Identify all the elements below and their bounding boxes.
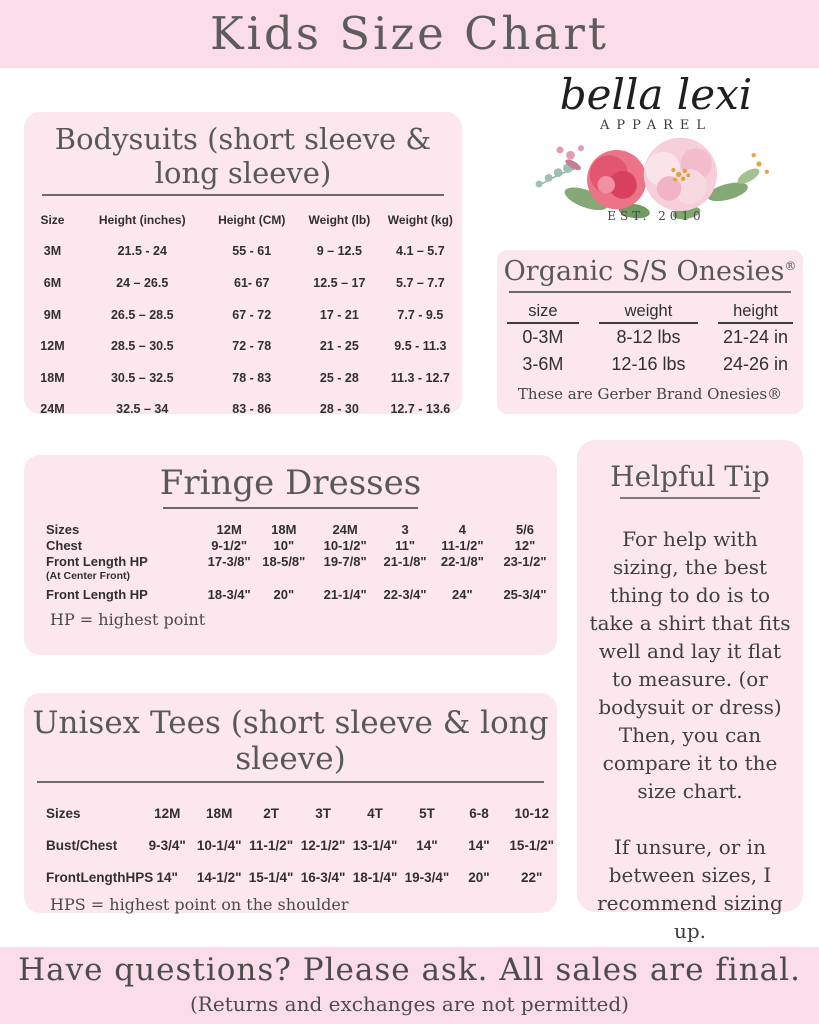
table-cell: 21-24 in	[723, 327, 789, 347]
table-cell: 10-1/4"	[196, 837, 242, 853]
table-cell: 10-1/2"	[323, 537, 367, 553]
table-cell: 17-3/8"	[207, 553, 251, 569]
table-cell: 22-3/4"	[383, 586, 427, 602]
table-row	[24, 236, 462, 268]
table-cell: 7.7 - 9.5	[397, 307, 444, 322]
table-cell: 18-1/4"	[352, 869, 398, 885]
title-underline	[163, 507, 419, 509]
unisex-tees-card	[24, 693, 557, 913]
table-cell: 15-1/4"	[248, 869, 294, 885]
fringe-title: Fringe Dresses	[159, 463, 422, 503]
table-cell: 18M	[271, 521, 297, 537]
table-row	[24, 362, 462, 394]
table-cell: 24-26 in	[723, 354, 789, 374]
table-cell: 11-1/2"	[441, 537, 484, 553]
table-cell: 55 - 61	[232, 244, 272, 259]
table-row	[24, 394, 462, 426]
bodysuits-card	[24, 112, 462, 417]
table-cell: 28.5 – 30.5	[110, 339, 174, 354]
table-cell: (At Center Front)	[46, 570, 130, 582]
table-cell: 11"	[395, 537, 416, 553]
table-cell: 6-8	[469, 805, 489, 821]
unisex-title: Unisex Tees (short sleeve & long sleeve)	[32, 705, 549, 777]
table-cell: 11.3 - 12.7	[390, 370, 450, 385]
table-cell: weight	[599, 301, 698, 324]
fringe-dresses-card	[24, 455, 557, 655]
table-row	[24, 569, 557, 583]
table-cell: 21 - 25	[319, 339, 359, 354]
table-cell: 23-1/2"	[503, 553, 547, 569]
tip-paragraph-1: For help with sizing, the best thing to do is to take a shirt that fits well and lay it flat to measure. (or bodysuit or dress) Then, you can compare it to the size chart.	[589, 527, 791, 803]
title-underline	[42, 194, 445, 196]
table-cell: 12-1/2"	[300, 837, 346, 853]
table-cell: 32.5 – 34	[116, 402, 169, 417]
table-cell: Chest	[46, 537, 83, 553]
logo-established-text: EST. 2010	[607, 209, 705, 223]
table-cell: 5/6	[515, 521, 535, 537]
organic-note: These are Gerber Brand Onesies®	[517, 385, 783, 403]
table-cell: 18-3/4"	[207, 586, 251, 602]
table-cell: 30.5 – 32.5	[110, 370, 174, 385]
table-cell: 14"	[156, 869, 178, 885]
table-cell: 21-1/8"	[383, 553, 427, 569]
table-cell: Sizes	[46, 521, 80, 537]
table-cell: 78 - 83	[232, 370, 272, 385]
table-row	[24, 829, 557, 861]
table-row	[24, 521, 557, 537]
helpful-tip-card	[577, 440, 803, 943]
table-cell: 25 - 28	[319, 370, 359, 385]
table-cell: 12M	[40, 339, 65, 354]
table-cell: 14"	[416, 837, 438, 853]
table-row	[24, 553, 557, 569]
title-underline	[620, 497, 760, 499]
table-cell: 4	[458, 521, 466, 537]
table-cell: 25-3/4"	[503, 586, 547, 602]
table-cell: 61- 67	[234, 275, 270, 290]
page-title: Kids Size Chart	[210, 7, 609, 60]
table-cell: 26.5 – 28.5	[110, 307, 174, 322]
table-cell: 14"	[468, 837, 490, 853]
table-row	[24, 861, 557, 893]
table-cell: 9M	[43, 307, 62, 322]
bodysuits-title: Bodysuits (short sleeve & long sleeve)	[54, 122, 432, 190]
table-cell: FrontLengthHPS	[46, 869, 154, 885]
table-cell: 22"	[520, 869, 543, 885]
table-cell: 24 – 26.5	[116, 275, 169, 290]
footer-banner	[0, 947, 819, 1024]
table-cell: 10"	[273, 537, 295, 553]
table-cell: 12M	[154, 805, 181, 821]
table-cell: 16-3/4"	[300, 869, 346, 885]
table-cell: 18M	[40, 370, 65, 385]
table-cell: 14-1/2"	[196, 869, 242, 885]
tip-paragraph-2: If unsure, or in between sizes, I recommend sizing up.	[597, 835, 783, 943]
brand-logo	[500, 70, 812, 223]
table-cell: Size	[40, 212, 65, 227]
table-cell: 18-5/8"	[262, 553, 306, 569]
title-underline	[509, 291, 791, 293]
table-cell: 17 - 21	[319, 307, 359, 322]
table-cell: 21-1/4"	[323, 586, 367, 602]
organic-onesies-card	[497, 250, 803, 414]
table-cell: 24M	[40, 402, 65, 417]
table-cell: 3	[401, 521, 409, 537]
table-cell: 5T	[419, 805, 435, 821]
registered-mark: ®	[784, 259, 797, 273]
table-cell: 18M	[206, 805, 233, 821]
table-cell: Bust/Chest	[46, 837, 118, 853]
fringe-note: HP = highest point	[50, 610, 206, 629]
unisex-table	[24, 797, 557, 893]
footer-line-1: Have questions? Please ask. All sales are final.	[18, 952, 801, 988]
table-cell: 9-1/2"	[211, 537, 248, 553]
table-cell: 8-12 lbs	[616, 327, 681, 347]
title-underline	[37, 781, 543, 783]
table-cell: 21.5 - 24	[117, 244, 167, 259]
table-cell: 83 - 86	[232, 402, 272, 417]
table-cell: 4.1 – 5.7	[396, 244, 445, 259]
table-cell: 3-6M	[522, 354, 564, 374]
table-cell: Height (CM)	[218, 212, 286, 227]
table-cell: 20"	[468, 869, 490, 885]
organic-title-text: Organic S/S Onesies	[503, 256, 785, 287]
table-row	[24, 537, 557, 553]
table-cell: Front Length HP	[46, 553, 148, 569]
table-cell: 9-3/4"	[148, 837, 186, 853]
table-cell: 10-12	[514, 805, 549, 821]
table-cell: 19-3/4"	[404, 869, 450, 885]
table-row	[24, 330, 462, 362]
unisex-note: HPS = highest point on the shoulder	[50, 895, 349, 914]
table-cell: 22-1/8"	[440, 553, 484, 569]
table-cell: 20"	[273, 586, 295, 602]
table-row	[24, 267, 462, 299]
table-cell: 24"	[452, 586, 473, 602]
tip-title: Helpful Tip	[610, 460, 770, 493]
table-cell: 9 – 12.5	[316, 244, 362, 259]
table-cell: 12.7 - 13.6	[390, 402, 451, 417]
logo-script-text: bella lexi	[559, 70, 753, 119]
table-cell: Front Length HP	[46, 586, 148, 602]
table-cell: 72 - 78	[232, 339, 272, 354]
table-row	[24, 586, 557, 602]
organic-title	[497, 250, 803, 287]
footer-line-2: (Returns and exchanges are not permitted)	[190, 992, 629, 1016]
organic-table	[497, 301, 803, 378]
fringe-table	[24, 521, 557, 602]
table-cell: Weight (lb)	[308, 212, 371, 227]
table-cell: 0-3M	[522, 327, 564, 347]
table-cell: 6M	[43, 275, 62, 290]
table-cell: Height (inches)	[98, 212, 186, 227]
table-row	[24, 204, 462, 236]
table-row	[497, 351, 803, 378]
table-cell: 11-1/2"	[249, 837, 294, 853]
table-cell: 13-1/4"	[352, 837, 398, 853]
table-cell: 2T	[263, 805, 280, 821]
table-cell: size	[507, 301, 579, 324]
bodysuits-table	[24, 204, 462, 425]
table-cell: Sizes	[46, 805, 81, 821]
table-cell: 3M	[43, 244, 62, 259]
table-cell: 3T	[315, 805, 331, 821]
table-cell: 5.7 – 7.7	[396, 275, 445, 290]
header-banner	[0, 0, 819, 68]
table-cell: 19-7/8"	[323, 553, 367, 569]
table-cell: 15-1/2"	[509, 837, 555, 853]
table-cell: height	[718, 301, 793, 324]
table-cell: 12.5 – 17	[313, 275, 366, 290]
table-cell: 4T	[367, 805, 383, 821]
table-row	[497, 301, 803, 324]
table-cell: 28 - 30	[319, 402, 359, 417]
table-cell: Weight (kg)	[387, 212, 453, 227]
table-cell: 12"	[514, 537, 536, 553]
table-cell: 24M	[332, 521, 358, 537]
table-cell: 12M	[216, 521, 242, 537]
table-row	[24, 797, 557, 829]
table-cell: 67 - 72	[232, 307, 272, 322]
logo-apparel-text: APPAREL	[600, 118, 712, 133]
table-row	[24, 299, 462, 331]
table-row	[497, 324, 803, 351]
table-cell: 12-16 lbs	[611, 354, 686, 374]
table-cell: 9.5 - 11.3	[394, 339, 447, 354]
